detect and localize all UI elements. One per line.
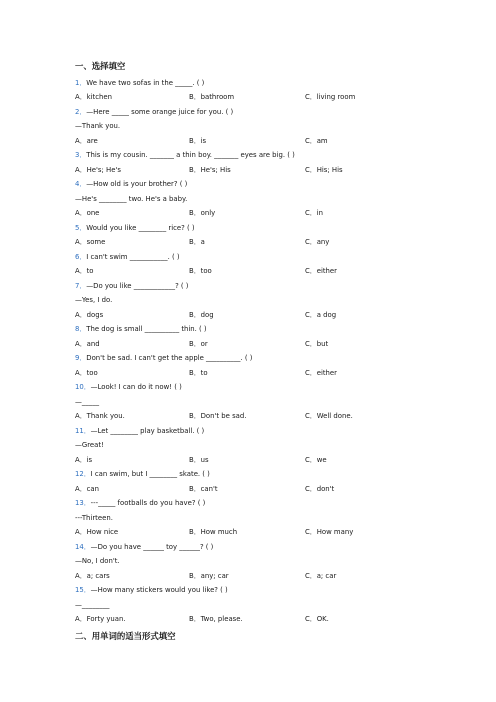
question-text: —Here _____ some orange juice for you. ( ) xyxy=(86,107,234,116)
option-a: A．How nice xyxy=(75,528,119,536)
question-item xyxy=(75,496,405,540)
question-text: —Do you have ______ toy ______? ( ) xyxy=(90,542,214,551)
question-stem xyxy=(75,322,405,337)
question-number: 7． xyxy=(75,281,87,290)
option-a: A．Forty yuan. xyxy=(75,615,126,623)
answer-options xyxy=(75,409,405,424)
option-a: A．kitchen xyxy=(75,93,112,101)
question-number: 13． xyxy=(75,499,91,507)
question-item xyxy=(75,177,405,221)
section-1-title: 一、选择填空 xyxy=(75,61,126,71)
answer-options xyxy=(75,163,405,178)
question-stem xyxy=(75,424,405,439)
question-text: —How many stickers would you like? ( ) xyxy=(90,586,228,594)
question-number: 2． xyxy=(75,107,87,116)
option-b: B．Don't be sad. xyxy=(189,412,247,420)
option-a: A．to xyxy=(75,267,94,275)
question-text: I can swim, but I ________ skate. ( ) xyxy=(90,470,210,478)
option-b: B．or xyxy=(189,339,208,348)
question-stem xyxy=(75,351,405,366)
option-c: C．either xyxy=(305,267,337,275)
option-a: A．too xyxy=(75,368,98,377)
question-number: 3． xyxy=(75,151,87,159)
option-b: B．too xyxy=(189,267,212,275)
option-b: B．is xyxy=(189,136,207,145)
question-text: —No, I don't. xyxy=(75,557,120,565)
question-item xyxy=(75,583,405,627)
answer-options xyxy=(75,612,405,627)
option-b: B．bathroom xyxy=(189,93,235,101)
option-b: B．only xyxy=(189,209,216,217)
question-dialogue-line xyxy=(75,119,405,134)
question-dialogue-line xyxy=(75,438,405,453)
question-text: —________ xyxy=(75,600,110,609)
question-item xyxy=(75,148,405,177)
answer-options xyxy=(75,569,405,584)
question-item xyxy=(75,250,405,279)
question-text: Don't be sad. I can't get the apple __________. ( ) xyxy=(86,354,253,362)
question-list xyxy=(75,76,405,627)
question-stem xyxy=(75,380,405,395)
answer-options xyxy=(75,453,405,468)
question-stem xyxy=(75,467,405,482)
question-item xyxy=(75,467,405,496)
option-a: A．can xyxy=(75,484,99,493)
question-stem xyxy=(75,221,405,236)
question-item xyxy=(75,540,405,584)
answer-options xyxy=(75,482,405,497)
question-text: I can't swim ___________. ( ) xyxy=(86,252,180,261)
option-c: C．How many xyxy=(305,528,354,536)
option-a: A．a; cars xyxy=(75,571,110,580)
answer-options xyxy=(75,366,405,381)
option-b: B．How much xyxy=(189,528,238,536)
question-text: ---_____ footballs do you have? ( ) xyxy=(90,499,206,507)
question-number: 15． xyxy=(75,586,91,594)
option-a: A．is xyxy=(75,455,93,464)
section-2-title: 二、用单词的适当形式填空 xyxy=(75,630,176,641)
question-item xyxy=(75,76,405,105)
option-a: A．are xyxy=(75,136,98,145)
question-text: This is my cousin. _______ a thin boy. _______ eyes are big. ( ) xyxy=(86,151,295,159)
option-b: B．dog xyxy=(189,310,214,319)
question-item xyxy=(75,322,405,351)
question-text: —Yes, I do. xyxy=(75,296,113,304)
question-text: —Look! I can do it now! ( ) xyxy=(90,383,182,391)
question-text: Would you like ________ rice? ( ) xyxy=(86,223,195,232)
option-b: B．to xyxy=(189,368,208,377)
option-c: C．but xyxy=(305,339,329,348)
question-dialogue-line xyxy=(75,554,405,569)
question-stem xyxy=(75,279,405,294)
option-b: B．can't xyxy=(189,484,218,493)
question-number: 11． xyxy=(75,426,91,435)
option-c: C．either xyxy=(305,368,337,377)
option-a: A．dogs xyxy=(75,310,104,319)
exam-content xyxy=(75,59,405,645)
answer-options xyxy=(75,337,405,352)
question-number: 10． xyxy=(75,383,91,391)
option-c: C．in xyxy=(305,209,323,217)
option-c: C．we xyxy=(305,455,327,464)
question-dialogue-line xyxy=(75,192,405,207)
question-text: —He's ________ two. He's a baby. xyxy=(75,194,188,203)
option-b: B．Two, please. xyxy=(189,615,243,623)
question-dialogue-line xyxy=(75,598,405,613)
option-c: C．am xyxy=(305,136,328,145)
option-c: C．His; His xyxy=(305,165,343,174)
question-text: We have two sofas in the _____. ( ) xyxy=(86,78,205,87)
question-text: ---Thirteen. xyxy=(75,513,113,522)
question-stem xyxy=(75,496,405,511)
answer-options xyxy=(75,264,405,279)
question-stem xyxy=(75,250,405,265)
option-c: C．any xyxy=(305,238,330,246)
question-item xyxy=(75,424,405,468)
question-stem xyxy=(75,583,405,598)
question-text: —How old is your brother? ( ) xyxy=(86,180,188,188)
answer-options xyxy=(75,525,405,540)
question-item xyxy=(75,105,405,149)
question-text: —Do you like ____________? ( ) xyxy=(86,281,189,290)
answer-options xyxy=(75,235,405,250)
answer-options xyxy=(75,206,405,221)
question-dialogue-line xyxy=(75,395,405,410)
question-number: 14． xyxy=(75,542,91,551)
option-b: B．us xyxy=(189,455,209,464)
option-c: C．a dog xyxy=(305,310,337,319)
question-number: 4． xyxy=(75,180,87,188)
option-b: B．a xyxy=(189,238,205,246)
question-text: —Great! xyxy=(75,441,104,449)
option-c: C．Well done. xyxy=(305,412,353,420)
question-item xyxy=(75,221,405,250)
question-item xyxy=(75,380,405,424)
question-number: 1． xyxy=(75,78,87,87)
option-a: A．He's; He's xyxy=(75,165,121,174)
question-item xyxy=(75,351,405,380)
question-stem xyxy=(75,148,405,163)
option-a: A．one xyxy=(75,209,100,217)
option-c: C．don't xyxy=(305,484,335,493)
question-text: —Thank you. xyxy=(75,122,121,130)
answer-options xyxy=(75,308,405,323)
option-c: C．a; car xyxy=(305,571,337,580)
question-stem xyxy=(75,105,405,120)
question-number: 6． xyxy=(75,252,87,261)
question-number: 9． xyxy=(75,354,87,362)
option-c: C．living room xyxy=(305,93,356,101)
answer-options xyxy=(75,134,405,149)
question-stem xyxy=(75,76,405,91)
option-a: A．some xyxy=(75,238,106,246)
question-text: The dog is small __________ thin. ( ) xyxy=(86,325,207,333)
question-stem xyxy=(75,177,405,192)
option-b: B．He's; His xyxy=(189,165,231,174)
question-item xyxy=(75,279,405,323)
question-number: 8． xyxy=(75,325,87,333)
question-number: 5． xyxy=(75,223,87,232)
question-dialogue-line xyxy=(75,511,405,526)
answer-options xyxy=(75,90,405,105)
question-text: —Let ________ play basketball. ( ) xyxy=(90,426,205,435)
question-number: 12． xyxy=(75,470,91,478)
option-c: C．OK. xyxy=(305,615,329,623)
question-text: —_____ xyxy=(75,397,100,406)
question-stem xyxy=(75,540,405,555)
question-dialogue-line xyxy=(75,293,405,308)
option-a: A．and xyxy=(75,339,100,348)
option-b: B．any; car xyxy=(189,571,229,580)
option-a: A．Thank you. xyxy=(75,412,125,420)
